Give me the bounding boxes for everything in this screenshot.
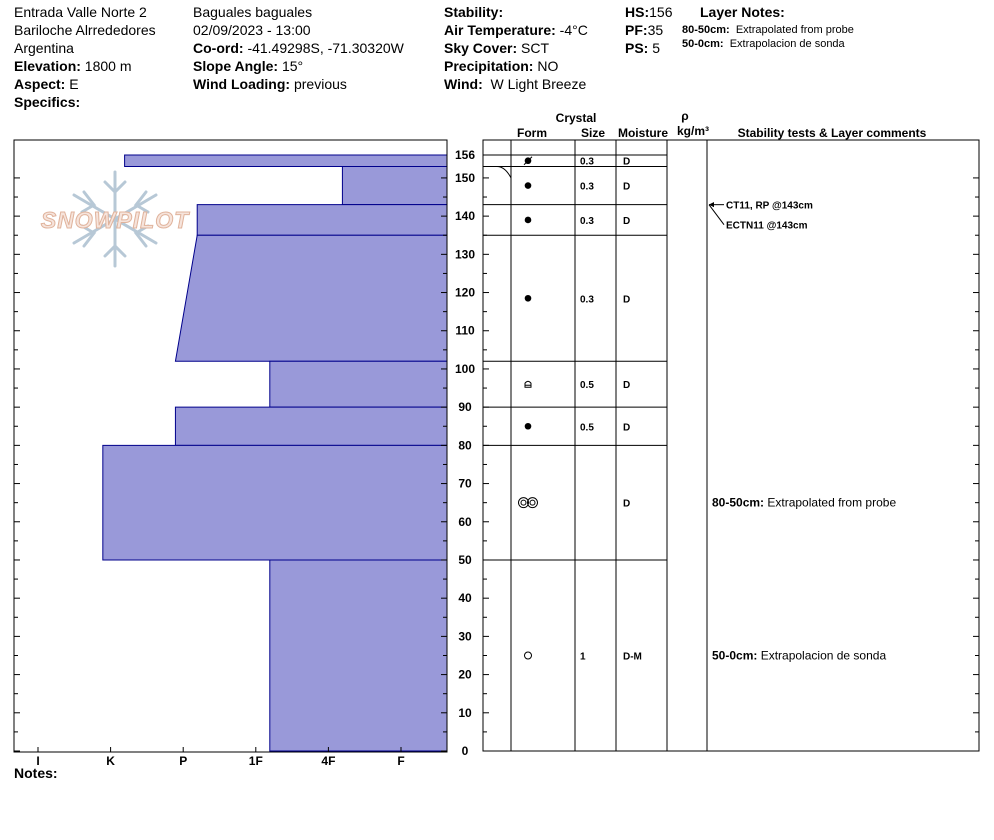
moisture-value: D [623, 498, 631, 510]
crystal-form-icon [525, 217, 532, 224]
sky-value: SCT [521, 40, 550, 56]
depth-tick-label: 80 [458, 438, 472, 453]
depth-tick-label: 140 [454, 209, 476, 224]
depth-tick-label: 20 [458, 667, 472, 682]
hardness-layers [103, 155, 447, 751]
hs-label: HS: [625, 4, 650, 20]
layer-comment: 80-50cm: Extrapolated from probe [712, 495, 897, 510]
moisture-value: D [623, 380, 631, 392]
crystal-form-icon [519, 498, 538, 508]
depth-tick-label: 50 [458, 552, 472, 567]
depth-tick-label: 100 [454, 361, 476, 376]
region: Bariloche Alrrededores [14, 22, 156, 38]
grain-size: 0.3 [580, 215, 594, 227]
location-name: Entrada Valle Norte 2 [14, 4, 147, 20]
coord-value: -41.49298S, -71.30320W [247, 40, 404, 56]
grain-size: 1 [580, 651, 586, 663]
depth-tick-label: 0 [461, 744, 469, 758]
elevation-label: Elevation: [14, 58, 81, 74]
snowpilot-watermark [41, 172, 190, 266]
crystal-form-icon [525, 652, 532, 659]
layer-note-2-text: Extrapolacion de sonda [729, 38, 845, 50]
datetime: 02/09/2023 - 13:00 [193, 22, 311, 38]
layer-note-1-text: Extrapolated from probe [735, 24, 854, 36]
stability-tests [709, 201, 813, 232]
density-symbol: ρ [681, 109, 689, 123]
comments-header: Stability tests & Layer comments [737, 126, 927, 140]
ps-value: 5 [652, 40, 661, 56]
moisture-value: D [623, 422, 631, 434]
pf-value: 35 [647, 22, 664, 38]
depth-tick-label: 120 [454, 285, 476, 300]
crystal-form-icon [525, 182, 532, 189]
hardness-tick-label: 4F [321, 754, 336, 768]
hardness-layer [270, 560, 447, 751]
hs-value: 156 [649, 4, 673, 20]
density-unit: kg/m³ [676, 124, 710, 138]
slope-label: Slope Angle: [193, 58, 279, 74]
moisture-value: D [623, 294, 631, 306]
form-header: Form [517, 126, 547, 140]
crystal-form-icon [525, 423, 532, 430]
hardness-layer [175, 235, 447, 361]
depth-tick-label: 30 [458, 629, 472, 644]
layer-note-1-range: 80-50cm: [682, 24, 730, 36]
layer-note-2-range: 50-0cm: [682, 38, 724, 50]
layer-comments [712, 496, 896, 663]
elevation-value: 1800 m [84, 58, 132, 74]
size-header: Size [580, 126, 606, 140]
layer-comment: 50-0cm: Extrapolacion de sonda [712, 648, 887, 663]
grain-size: 0.5 [580, 380, 594, 392]
moisture-value: D [623, 156, 631, 168]
moisture-value: D [623, 215, 631, 227]
crystal-form-icon [524, 157, 532, 165]
depth-tick-label: 130 [454, 247, 476, 262]
grain-size: 0.3 [580, 294, 594, 306]
depth-tick-label: 110 [455, 323, 475, 338]
slope-value: 15° [281, 58, 304, 74]
air-temp-value: -4°C [559, 22, 588, 38]
hardness-layer [103, 445, 447, 560]
stability-test-label: CT11, RP @143cm [726, 200, 813, 212]
depth-tick-label: 10 [458, 705, 472, 720]
wind-loading-label: Wind Loading: [193, 76, 291, 92]
grain-size: 0.3 [580, 181, 594, 193]
hardness-tick-label: K [106, 754, 115, 768]
specifics-label: Specifics: [14, 94, 81, 110]
moisture-header: Moisture [617, 126, 669, 140]
hardness-layer [342, 166, 447, 204]
grain-size: 0.5 [580, 422, 594, 434]
crystal-header: Crystal [555, 111, 597, 125]
hardness-layer [175, 407, 447, 445]
stability-test [709, 201, 813, 212]
sky-label: Sky Cover: [444, 40, 518, 56]
depth-tick-label: 150 [454, 170, 476, 185]
coord-label: Co-ord: [193, 40, 244, 56]
moisture-value: D-M [623, 651, 642, 663]
layer-notes-title-text: Layer Notes: [700, 4, 785, 20]
air-temp-label: Air Temperature: [444, 22, 556, 38]
notes-label: Notes: [14, 765, 58, 781]
hardness-tick-label: F [397, 754, 405, 768]
wind-label: Wind: [444, 76, 483, 92]
crystal-form-icon [525, 295, 532, 302]
ps-label: PS: [625, 40, 649, 56]
aspect-label: Aspect: [14, 76, 66, 92]
depth-tick-label: 90 [458, 400, 472, 415]
hardness-layer [197, 205, 447, 236]
hardness-tick-label: P [179, 754, 188, 768]
stability-test-label: ECTN11 @143cm [726, 220, 808, 232]
wind-loading-value: previous [293, 76, 347, 92]
pf-label: PF: [625, 22, 648, 38]
hardness-layer [125, 155, 447, 166]
aspect-value: E [69, 76, 79, 92]
hardness-layer [270, 361, 447, 407]
precip-value: NO [537, 58, 559, 74]
depth-tick-label: 156 [454, 148, 476, 162]
crystal-form-icon [525, 381, 531, 387]
depth-tick-label: 70 [458, 476, 472, 491]
depth-tick-label: 60 [458, 514, 472, 529]
country: Argentina [14, 40, 74, 56]
observer: Baguales baguales [193, 4, 313, 20]
grain-size: 0.3 [580, 156, 594, 168]
hardness-tick-label: I [36, 754, 40, 768]
depth-tick-label: 40 [458, 591, 472, 606]
stability-label: Stability: [444, 4, 504, 20]
moisture-value: D [623, 181, 631, 193]
precip-label: Precipitation: [444, 58, 534, 74]
watermark-text: SNOWPILOT [40, 207, 190, 233]
wind-value: W Light Breeze [490, 76, 587, 92]
hardness-tick-label: 1F [248, 754, 263, 768]
